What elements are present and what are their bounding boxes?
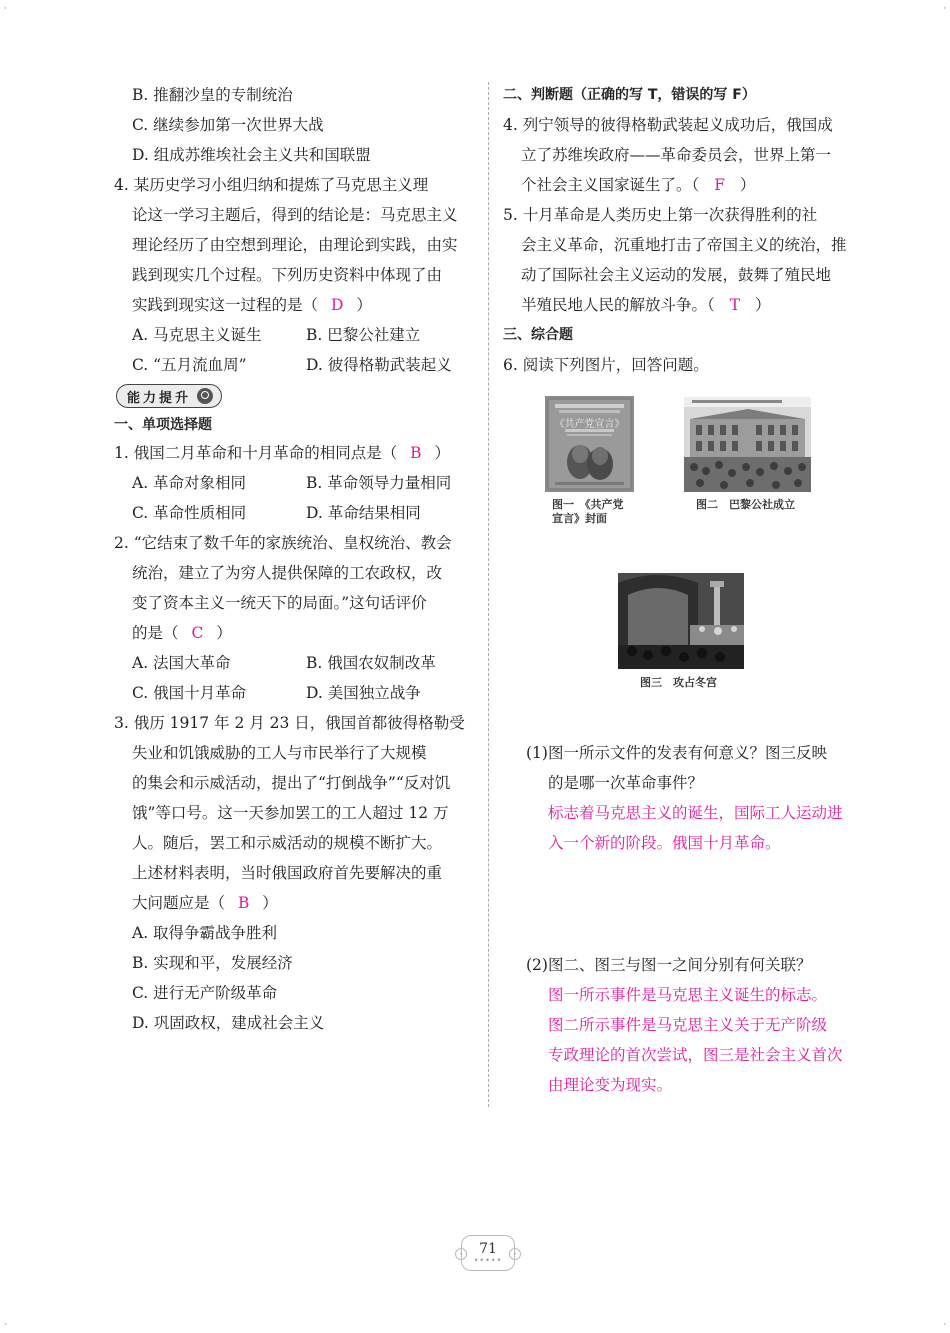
question-line: 动了国际社会主义运动的发展，鼓舞了殖民地	[521, 266, 832, 284]
caption-line: 宣言》封面	[552, 512, 607, 525]
option-c: C. 进行无产阶级革命	[132, 984, 278, 1002]
winter-palace-photo-icon	[618, 573, 744, 669]
answer-text: 由理论变为现实。	[548, 1076, 673, 1094]
question-line	[114, 438, 476, 468]
figure-1-image	[545, 396, 634, 492]
option-b: B. 革命领导力量相同	[306, 474, 452, 492]
question-line: 上述材料表明，当时俄国政府首先要解决的重	[132, 864, 443, 882]
section-heading: 二、判断题（正确的写 T，错误的写 F）	[503, 87, 756, 103]
question-3	[114, 708, 476, 1038]
answer-mark: F	[714, 176, 725, 194]
option-row	[114, 350, 476, 380]
option-c: C. 俄国十月革命	[132, 684, 247, 702]
option-d: D. 彼得格勒武装起义	[306, 356, 452, 374]
option-a: A. 马克思主义诞生	[132, 326, 262, 344]
corner-mark: ·	[4, 1320, 7, 1329]
corner-mark: ·	[943, 1320, 946, 1329]
question-line: 3. 俄历 1917 年 2 月 23 日，俄国首都彼得格勒受	[114, 714, 465, 732]
badge-label: 能力提升	[127, 390, 192, 406]
bracket: ）	[262, 894, 278, 912]
option-a: A. 取得争霸战争胜利	[132, 924, 278, 942]
question-text: 1. 俄国二月革命和十月革命的相同点是（	[114, 444, 398, 462]
page-number: 71	[479, 1241, 497, 1257]
question-line: 理论经历了由空想到理论，由理论到实践，由实	[132, 236, 458, 254]
option-a: A. 法国大革命	[132, 654, 231, 672]
figure-1-caption	[552, 498, 642, 526]
question-line: 践到现实几个过程。下列历史资料中体现了由	[132, 266, 443, 284]
column-divider	[488, 82, 489, 1107]
question-line: 5. 十月革命是人类历史上第一次获得胜利的社	[503, 206, 818, 224]
left-column	[114, 80, 476, 1038]
question-line: 人。随后，罢工和示威活动的规模不断扩大。	[132, 834, 443, 852]
question-line: 的集会和示威活动，提出了“打倒战争”“反对饥	[132, 774, 451, 792]
option-row	[114, 468, 476, 498]
option-b: B. 实现和平，发展经济	[132, 954, 293, 972]
question-6: 6. 阅读下列图片，回答问题。	[503, 356, 709, 374]
answer-mark: B	[410, 444, 422, 462]
question-line: 4. 某历史学习小组归纳和提炼了马克思主义理	[114, 176, 429, 194]
page-number-box	[455, 1234, 521, 1272]
question-line	[503, 170, 865, 200]
option-row	[114, 498, 476, 528]
answer-text: 入一个新的阶段。俄国十月革命。	[548, 834, 781, 852]
option-text: C. 继续参加第一次世界大战	[132, 116, 324, 134]
option-c: C. “五月流血周”	[132, 356, 247, 374]
question-4	[114, 170, 476, 380]
ability-badge	[116, 384, 222, 408]
question-line	[114, 888, 476, 918]
question-line: 2. “它结束了数千年的家族统治、皇权统治、教会	[114, 534, 452, 552]
section-heading: 三、综合题	[503, 327, 573, 343]
question-line: 论这一学习主题后，得到的结论是：马克思主义	[132, 206, 458, 224]
option-a: A. 革命对象相同	[132, 474, 247, 492]
question-line: 统治，建立了为穷人提供保障的工农政权，改	[132, 564, 443, 582]
corner-mark: ·	[943, 4, 946, 13]
option-text: B. 推翻沙皇的专制统治	[132, 86, 293, 104]
question-line: (1)图一所示文件的发表有何意义？图三反映	[526, 744, 827, 762]
option-row	[114, 648, 476, 678]
bracket: ）	[739, 176, 756, 194]
chevron-right-icon: ›	[509, 1248, 521, 1260]
answer-mark: C	[191, 624, 204, 642]
question-line	[503, 290, 865, 320]
answer-text: 图二所示事件是马克思主义关于无产阶级	[548, 1016, 828, 1034]
answer-text: 图一所示事件是马克思主义诞生的标志。	[548, 986, 828, 1004]
answer-mark: T	[729, 296, 741, 314]
figure-3-caption: 图三 攻占冬宫	[640, 676, 717, 689]
option-text: D. 组成苏维埃社会主义共和国联盟	[132, 146, 371, 164]
figure-3-image	[618, 573, 744, 669]
magnifier-icon	[197, 388, 213, 404]
figure-2-caption: 图二 巴黎公社成立	[696, 498, 795, 511]
book-title: 《共产党宣言》	[554, 419, 625, 430]
corner-mark: ·	[4, 4, 7, 13]
question-text: 半殖民地人民的解放斗争。（	[521, 296, 715, 314]
manifesto-cover-icon	[545, 396, 634, 492]
question-line: 的是哪一次革命事件？	[548, 774, 704, 792]
question-line: 变了资本主义一统天下的局面。”这句话评价	[132, 594, 427, 612]
judge-question-5	[503, 200, 865, 320]
option-b: B. 俄国农奴制改革	[306, 654, 436, 672]
question-line: 立了苏维埃政府——革命委员会，世界上第一	[521, 146, 832, 164]
option-c: C. 革命性质相同	[132, 504, 247, 522]
section-heading: 一、单项选择题	[114, 417, 212, 433]
option-d: D. 革命结果相同	[306, 504, 421, 522]
question-line: 4. 列宁领导的彼得格勒武装起义成功后，俄国成	[503, 116, 833, 134]
bracket: ）	[356, 296, 372, 314]
sub-question-2	[526, 950, 871, 1100]
dots-icon: •••••	[473, 1256, 503, 1265]
figure-2-image	[684, 397, 811, 492]
option-b: B. 巴黎公社建立	[306, 326, 421, 344]
question-1	[114, 438, 476, 528]
question-text: 的是（	[132, 624, 179, 642]
sub-question-1	[526, 738, 871, 858]
question-line: 饿”等口号。这一天参加罢工的工人超过 12 万	[132, 804, 449, 822]
paris-commune-photo-icon	[684, 397, 811, 492]
bracket: ）	[754, 296, 771, 314]
answer-text: 标志着马克思主义的诞生，国际工人运动进	[548, 804, 843, 822]
page-number-frame	[461, 1235, 515, 1271]
chevron-left-icon: ‹	[455, 1248, 467, 1260]
question-line: 失业和饥饿威胁的工人与市民举行了大规模	[132, 744, 427, 762]
question-text: 个社会主义国家诞生了。（	[521, 176, 700, 194]
option-d: D. 美国独立战争	[306, 684, 421, 702]
right-column	[503, 80, 865, 380]
option-row	[114, 320, 476, 350]
answer-text: 专政理论的首次尝试，图三是社会主义首次	[548, 1046, 843, 1064]
question-line: 会主义革命，沉重地打击了帝国主义的统治，推	[521, 236, 847, 254]
question-2	[114, 528, 476, 708]
question-line	[114, 290, 476, 320]
caption-line: 图一 《共产党	[552, 498, 624, 511]
option-d: D. 巩固政权，建成社会主义	[132, 1014, 325, 1032]
bracket: ）	[216, 624, 232, 642]
question-line	[114, 618, 476, 648]
question-text: 实践到现实这一过程的是（	[132, 296, 319, 314]
option-row	[114, 678, 476, 708]
judge-question-4	[503, 110, 865, 200]
question-line: (2)图二、图三与图一之间分别有何关联？	[526, 956, 812, 974]
answer-mark: B	[237, 894, 250, 912]
answer-mark: D	[330, 296, 344, 314]
bracket: ）	[434, 444, 450, 462]
question-text: 大问题应是（	[132, 894, 226, 912]
